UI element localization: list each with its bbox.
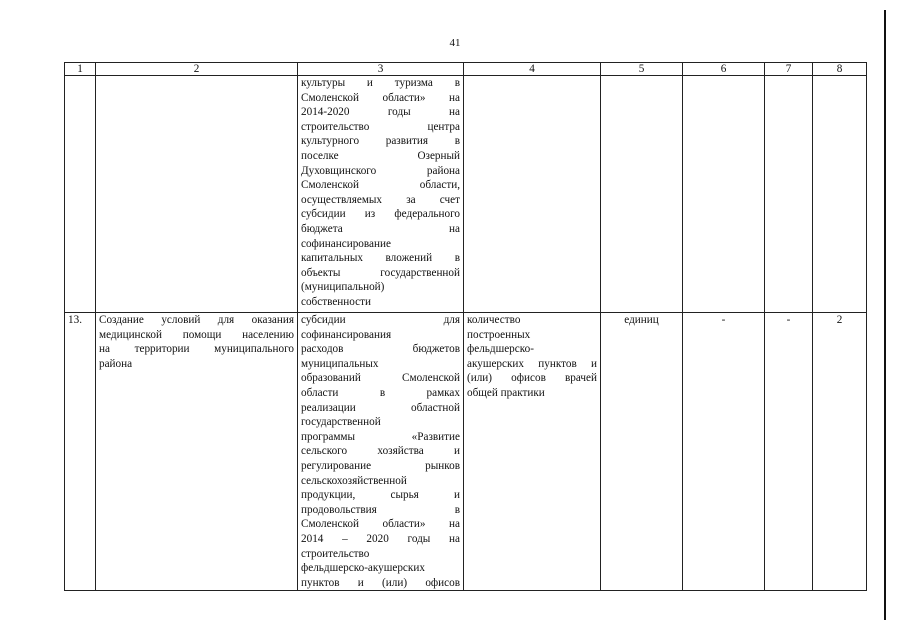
indicator-cell: [464, 313, 601, 591]
text-line: культурного развития в: [301, 135, 460, 148]
text-line: 2014-2020 годы на: [301, 106, 460, 119]
measure-name-cell: [96, 313, 298, 591]
measure-name-cell: [96, 76, 298, 313]
document-table: [64, 62, 867, 591]
column-header-1: 1: [65, 63, 96, 76]
text-line: фельдшерско-: [467, 343, 534, 356]
text-line: государственной: [301, 416, 381, 429]
text-line: софинансирования: [301, 328, 392, 341]
text-line: (муниципальной): [301, 281, 385, 294]
value-cell-6: -: [683, 313, 765, 591]
text-line: 2014 – 2020 годы на: [301, 532, 460, 545]
text-line: Смоленской области,: [301, 179, 460, 192]
text-line: собственности: [301, 295, 371, 308]
column-header-3: 3: [298, 63, 464, 76]
indicator-cell: [464, 76, 601, 313]
text-line: осуществляемых за счет: [301, 193, 460, 206]
text-line: бюджета на: [301, 222, 460, 235]
page-number: 41: [449, 37, 461, 49]
text-line: сельского хозяйства и: [301, 445, 460, 458]
text-line: регулирование рынков: [301, 459, 460, 472]
text-line: субсидии из федерального: [301, 208, 460, 221]
text-line: расходов бюджетов: [301, 343, 460, 356]
text-line: софинансирование: [301, 237, 391, 250]
text-line: Смоленской области» на: [301, 518, 460, 531]
text-line: продовольствия в: [301, 503, 460, 516]
table-row: [65, 313, 867, 591]
text-line: продукции, сырья и: [301, 489, 460, 502]
column-number-row: [65, 63, 867, 76]
value-cell-8: [813, 76, 867, 313]
value-cell-6: [683, 76, 765, 313]
text-line: Духовщинского района: [301, 164, 460, 177]
unit-cell: [601, 76, 683, 313]
text-line: количество: [467, 314, 521, 326]
text-line: Смоленской области» на: [301, 91, 460, 104]
text-line: муниципальных: [301, 357, 379, 370]
row-number-cell: 13.: [65, 313, 96, 591]
text-line: образований Смоленской: [301, 372, 460, 385]
column-header-5: 5: [601, 63, 683, 76]
text-line: строительство: [301, 547, 370, 560]
text-line: медицинской помощи населению: [99, 328, 294, 341]
text-line: субсидии для: [301, 314, 460, 326]
text-line: строительство центра: [301, 120, 460, 133]
funding-description-cell: [298, 76, 464, 313]
value-cell-8: 2: [813, 313, 867, 591]
text-line: построенных: [467, 328, 531, 341]
text-line: акушерских пунктов и: [467, 357, 597, 370]
text-line: общей практики: [467, 386, 545, 399]
unit-cell: единиц: [601, 313, 683, 591]
text-line: объекты государственной: [301, 266, 460, 279]
value-cell-7: [765, 76, 813, 313]
text-line: фельдшерско-акушерских: [301, 562, 425, 575]
row-number-cell: [65, 76, 96, 313]
column-header-4: 4: [464, 63, 601, 76]
text-line: программы «Развитие: [301, 430, 460, 443]
table-row: [65, 76, 867, 313]
column-header-7: 7: [765, 63, 813, 76]
text-line: (или) офисов врачей: [467, 372, 597, 385]
column-header-8: 8: [813, 63, 867, 76]
text-line: поселке Озерный: [301, 149, 460, 162]
funding-description-cell: [298, 313, 464, 591]
value-cell-7: -: [765, 313, 813, 591]
text-line: сельскохозяйственной: [301, 474, 407, 487]
text-line: района: [99, 357, 133, 370]
text-line: Создание условий для оказания: [99, 314, 294, 326]
text-line: области в рамках: [301, 386, 460, 399]
text-line: пунктов и (или) офисов: [301, 576, 460, 589]
column-header-2: 2: [96, 63, 298, 76]
page-edge-line: [884, 10, 886, 620]
text-line: на территории муниципального: [99, 343, 294, 356]
text-line: реализации областной: [301, 401, 460, 414]
column-header-6: 6: [683, 63, 765, 76]
text-line: капитальных вложений в: [301, 252, 460, 265]
text-line: культуры и туризма в: [301, 77, 460, 89]
